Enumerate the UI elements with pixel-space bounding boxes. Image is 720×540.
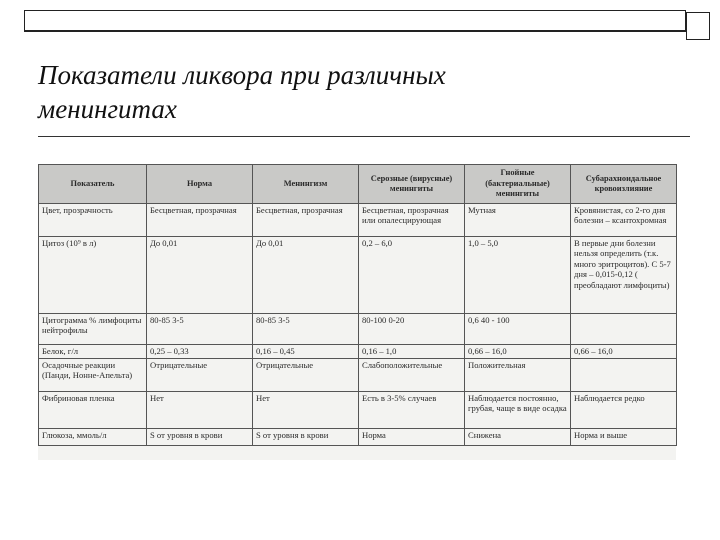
cell-norm: 80-85 3-5 <box>147 314 253 345</box>
cell-norm: Бесцветная, прозрачная <box>147 204 253 237</box>
table-row <box>39 392 677 429</box>
cell-norm: Нет <box>147 392 253 429</box>
cell-serous: Норма <box>359 429 465 446</box>
cell-purulent: Наблюдается постоянно, грубая, чаще в виде осадка <box>465 392 571 429</box>
cell-meningism: Бесцветная, прозрачная <box>253 204 359 237</box>
cell-sah: Норма и выше <box>571 429 677 446</box>
cell-purulent: 0,6 40 - 100 <box>465 314 571 345</box>
cell-meningism: Отрицательные <box>253 359 359 392</box>
cell-label: Цитоз (10⁹ в л) <box>39 237 147 314</box>
table-row <box>39 429 677 446</box>
cell-sah: Наблюдается редко <box>571 392 677 429</box>
cell-purulent: 1,0 – 5,0 <box>465 237 571 314</box>
table-row <box>39 345 677 359</box>
cell-sah: В первые дни болезни нельзя определить (т.к. много эритроцитов). С 5-7 дня – 0,015-0,12 ( преобладают лимфоциты) <box>571 237 677 314</box>
cell-serous: Бесцветная, прозрачная или опалесцирующая <box>359 204 465 237</box>
cell-norm: S от уровня в крови <box>147 429 253 446</box>
cell-label: Фибриновая пленка <box>39 392 147 429</box>
table-header-row <box>39 165 677 204</box>
cell-sah: Кровянистая, со 2-го дня болезни – ксантохромная <box>571 204 677 237</box>
table-row <box>39 314 677 345</box>
cell-serous: Слабоположительные <box>359 359 465 392</box>
cell-purulent: 0,66 – 16,0 <box>465 345 571 359</box>
cell-sah <box>571 314 677 345</box>
cell-label: Цитограмма % лимфоциты нейтрофилы <box>39 314 147 345</box>
slide-title-line-1: Показатели ликвора при различных <box>38 60 446 90</box>
header-frame <box>24 10 686 31</box>
slide-title <box>38 58 658 126</box>
cell-label: Осадочные реакции (Панди, Нонне-Апельта) <box>39 359 147 392</box>
slide-title-line-2: менингитах <box>38 94 177 124</box>
table-row <box>39 359 677 392</box>
cell-purulent: Мутная <box>465 204 571 237</box>
cell-meningism: 0,16 – 0,45 <box>253 345 359 359</box>
cell-meningism: 80-85 3-5 <box>253 314 359 345</box>
cell-serous: 0,16 – 1,0 <box>359 345 465 359</box>
cell-norm: 0,25 – 0,33 <box>147 345 253 359</box>
cell-purulent: Снижена <box>465 429 571 446</box>
cell-norm: Отрицательные <box>147 359 253 392</box>
header-serous: Серозные (вирусные) менингиты <box>359 165 465 204</box>
cell-label: Глюкоза, ммоль/л <box>39 429 147 446</box>
table-row <box>39 237 677 314</box>
title-underline <box>38 136 690 137</box>
cell-label: Белок, г/л <box>39 345 147 359</box>
cell-label: Цвет, прозрачность <box>39 204 147 237</box>
csf-table <box>38 164 677 446</box>
cell-meningism: До 0,01 <box>253 237 359 314</box>
cell-meningism: Нет <box>253 392 359 429</box>
cell-serous: 0,2 – 6,0 <box>359 237 465 314</box>
header-rule <box>24 30 690 32</box>
cell-sah: 0,66 – 16,0 <box>571 345 677 359</box>
cell-norm: До 0,01 <box>147 237 253 314</box>
cell-meningism: S от уровня в крови <box>253 429 359 446</box>
header-meningism: Менингизм <box>253 165 359 204</box>
header-sah: Субарахноидальное кровоизлияние <box>571 165 677 204</box>
header-indicator: Показатель <box>39 165 147 204</box>
csf-table-image <box>38 164 676 460</box>
header-norm: Норма <box>147 165 253 204</box>
cell-sah <box>571 359 677 392</box>
cell-serous: Есть в 3-5% случаев <box>359 392 465 429</box>
cell-purulent: Положительная <box>465 359 571 392</box>
header-purulent: Гнойные (бактериальные) менингиты <box>465 165 571 204</box>
corner-box <box>686 12 710 40</box>
cell-serous: 80-100 0-20 <box>359 314 465 345</box>
table-row <box>39 204 677 237</box>
